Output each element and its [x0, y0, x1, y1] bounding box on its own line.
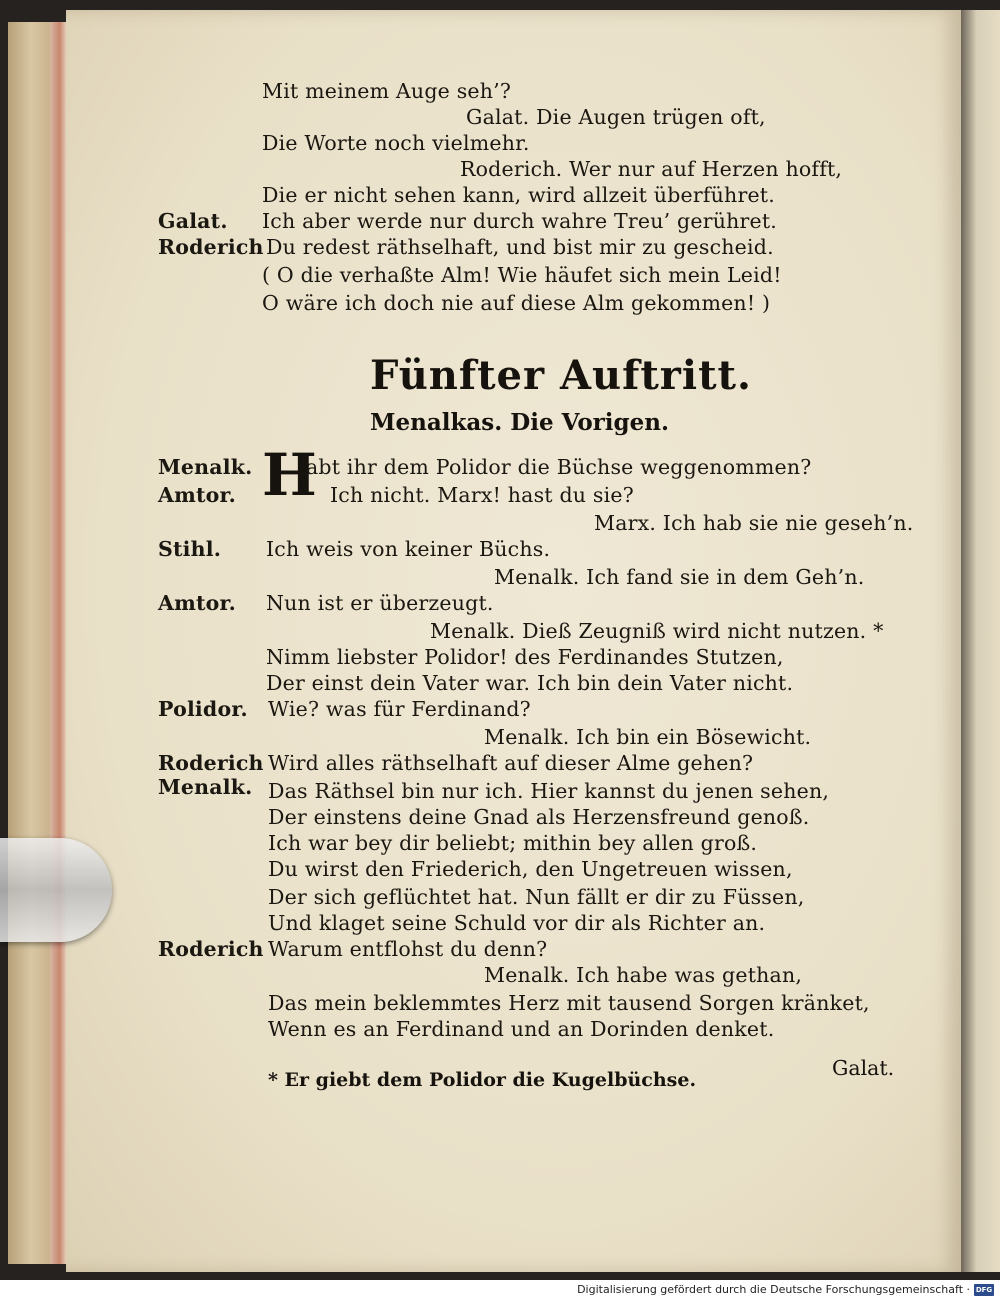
- credit-text: Digitalisierung gefördert durch die Deutsche Forschungsgemeinschaft ·: [577, 1283, 970, 1296]
- speaker-label: Roderich: [158, 937, 264, 961]
- dialogue-line: Menalk. Ich bin ein Bösewicht.: [484, 725, 812, 749]
- dialogue-line: Wenn es an Ferdinand und an Dorinden denket.: [268, 1017, 775, 1041]
- dialogue-line: Ich nicht. Marx! hast du sie?: [330, 483, 634, 507]
- dialogue-line: Roderich. Wer nur auf Herzen hofft,: [460, 157, 843, 181]
- page-edge-tint: [50, 22, 66, 1264]
- drop-cap: H: [262, 441, 317, 509]
- dialogue-line: Menalk. Dieß Zeugniß wird nicht nutzen. *: [430, 619, 884, 643]
- dialogue-line: Die Worte noch vielmehr.: [262, 131, 530, 155]
- scene-heading: Fünfter Auftritt.: [370, 352, 752, 399]
- dialogue-line: Das mein beklemmtes Herz mit tausend Sorgen kränket,: [268, 991, 870, 1015]
- dialogue-line: Ich war bey dir beliebt; mithin bey allen groß.: [268, 831, 758, 855]
- facing-page-strip: [961, 10, 1000, 1272]
- digitization-credit: [577, 1282, 994, 1298]
- speaker-label: Amtor.: [158, 483, 236, 507]
- dialogue-line: ( O die verhaßte Alm! Wie häufet sich mein Leid!: [262, 263, 782, 287]
- footnote: * Er giebt dem Polidor die Kugelbüchse.: [268, 1069, 697, 1091]
- speaker-label: Menalk.: [158, 455, 253, 479]
- dfg-logo-icon: DFG: [975, 1286, 993, 1294]
- dialogue-line: O wäre ich doch nie auf diese Alm gekommen! ): [262, 291, 771, 315]
- dialogue-line: Die er nicht sehen kann, wird allzeit überführet.: [262, 183, 775, 207]
- dialogue-line: Wird alles räthselhaft auf dieser Alme gehen?: [268, 751, 754, 775]
- page-clip: [0, 838, 112, 942]
- speaker-label: Galat.: [158, 209, 228, 233]
- speaker-label: Amtor.: [158, 591, 236, 615]
- cast-line: Menalkas. Die Vorigen.: [370, 409, 669, 436]
- catchword: Galat.: [832, 1056, 895, 1080]
- dialogue-line: Du wirst den Friederich, den Ungetreuen wissen,: [268, 857, 793, 881]
- dialogue-line: Menalk. Ich fand sie in dem Geh’n.: [494, 565, 865, 589]
- dialogue-line: Warum entflohst du denn?: [268, 937, 548, 961]
- dialogue-line: Marx. Ich hab sie nie geseh’n.: [594, 511, 914, 535]
- dialogue-line: Wie? was für Ferdinand?: [268, 697, 531, 721]
- dialogue-line: Menalk. Ich habe was gethan,: [484, 963, 803, 987]
- dialogue-line: Ich aber werde nur durch wahre Treu’ gerühret.: [262, 209, 777, 233]
- dialogue-line: Du redest räthselhaft, und bist mir zu gescheid.: [266, 235, 774, 259]
- speaker-label: Polidor.: [158, 697, 248, 721]
- dialogue-line: abt ihr dem Polidor die Büchse weggenommen?: [306, 455, 812, 479]
- dialogue-line: Nimm liebster Polidor! des Ferdinandes Stutzen,: [266, 645, 784, 669]
- dialogue-line: Und klaget seine Schuld vor dir als Richter an.: [268, 911, 766, 935]
- book-edge: [8, 22, 66, 1264]
- dialogue-line: Der sich geflüchtet hat. Nun fällt er dir zu Füssen,: [268, 885, 805, 909]
- dialogue-line: Mit meinem Auge seh’?: [262, 79, 512, 103]
- dialogue-line: Der einstens deine Gnad als Herzensfreund genoß.: [268, 805, 810, 829]
- speaker-label: Menalk.: [158, 775, 253, 799]
- dialogue-line: Das Räthsel bin nur ich. Hier kannst du jenen sehen,: [268, 779, 830, 803]
- speaker-label: Stihl.: [158, 537, 222, 561]
- dialogue-line: Der einst dein Vater war. Ich bin dein Vater nicht.: [266, 671, 794, 695]
- speaker-label: Roderich: [158, 751, 264, 775]
- speaker-label: Roderich: [158, 235, 264, 259]
- dialogue-line: Ich weis von keiner Büchs.: [266, 537, 551, 561]
- dialogue-line: Galat. Die Augen trügen oft,: [466, 105, 766, 129]
- dialogue-line: Nun ist er überzeugt.: [266, 591, 494, 615]
